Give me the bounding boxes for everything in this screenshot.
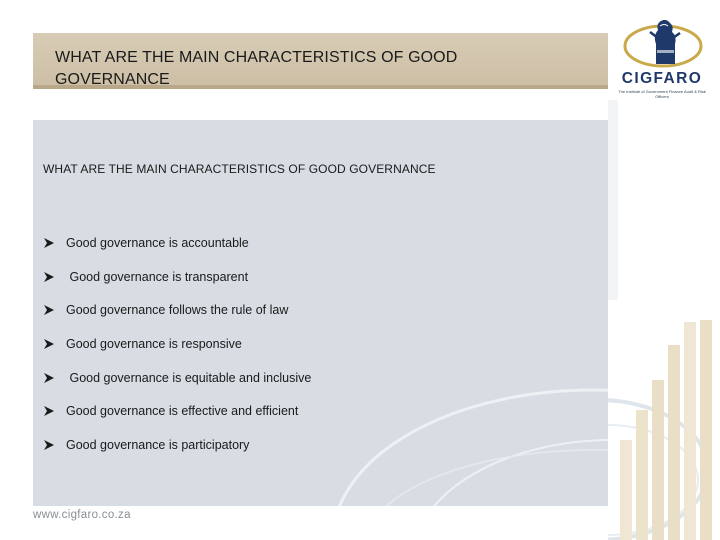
cigfaro-logo	[612, 14, 712, 100]
arrow-bullet-icon	[43, 405, 55, 417]
list-item	[43, 361, 311, 395]
list-item	[43, 260, 311, 294]
list-item	[43, 428, 311, 462]
list-item	[43, 394, 311, 428]
bullet-text: Good governance is participatory	[66, 437, 250, 452]
footer-url: www.cigfaro.co.za	[33, 509, 131, 521]
decor-bar	[668, 345, 680, 540]
bullet-list	[43, 226, 311, 462]
arrow-bullet-icon	[43, 237, 55, 249]
arrow-bullet-icon	[43, 439, 55, 451]
list-item	[43, 293, 311, 327]
arrow-bullet-icon	[43, 271, 55, 283]
bullet-text: Good governance is transparent	[66, 269, 249, 284]
bullet-text: Good governance follows the rule of law	[66, 303, 289, 318]
arrow-bullet-icon	[43, 372, 55, 384]
list-item	[43, 327, 311, 361]
decor-bar	[620, 440, 632, 540]
slide-title: WHAT ARE THE MAIN CHARACTERISTICS OF GOOD GOVERNANCE	[55, 49, 458, 88]
bullet-text: Good governance is responsive	[66, 336, 242, 351]
bullet-text: Good governance is accountable	[66, 235, 249, 250]
logo-tagline: The Institute of Government Finance Audit & Risk Officers	[618, 89, 706, 99]
decor-bar	[684, 322, 696, 540]
decor-bar	[700, 320, 712, 540]
content-panel	[33, 120, 608, 506]
decor-bar	[636, 410, 648, 540]
lion-crest-icon	[620, 14, 706, 70]
title-band	[33, 33, 608, 89]
bullet-text: Good governance is equitable and inclusive	[66, 370, 312, 385]
list-item	[43, 226, 311, 260]
logo-name: CIGFARO	[621, 70, 703, 87]
arrow-bullet-icon	[43, 304, 55, 316]
subheading: WHAT ARE THE MAIN CHARACTERISTICS OF GOOD GOVERNANCE	[43, 162, 436, 176]
decor-bar	[652, 380, 664, 540]
arrow-bullet-icon	[43, 338, 55, 350]
bar-growth-decoration	[608, 100, 720, 540]
bullet-text: Good governance is effective and efficient	[66, 404, 299, 419]
